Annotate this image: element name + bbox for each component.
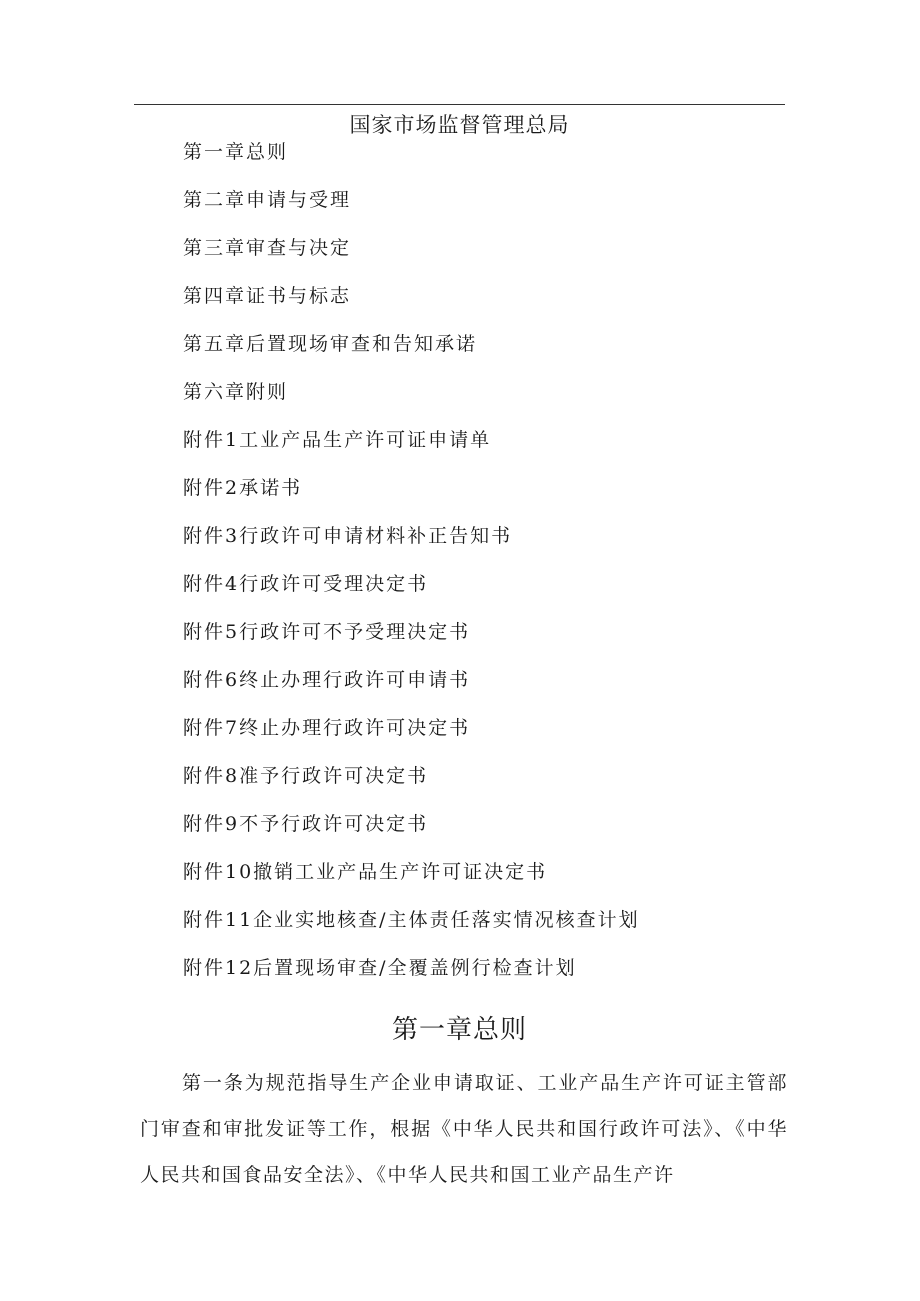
toc-item[interactable]: 第五章后置现场审查和告知承诺 <box>183 333 478 355</box>
toc-item[interactable]: 第四章证书与标志 <box>183 285 352 307</box>
chapter-heading: 第一章总则 <box>391 1015 527 1045</box>
toc-item[interactable]: 附件12后置现场审查/全覆盖例行检查计划 <box>183 957 577 979</box>
toc-item[interactable]: 第六章附则 <box>183 381 289 403</box>
header-rule <box>134 104 785 105</box>
toc-item[interactable]: 第一章总则 <box>183 141 289 163</box>
toc-item[interactable]: 附件4行政许可受理决定书 <box>183 573 429 595</box>
toc-item[interactable]: 附件8准予行政许可决定书 <box>183 765 429 787</box>
toc-item[interactable]: 附件2承诺书 <box>183 477 303 499</box>
toc-item[interactable]: 附件1工业产品生产许可证申请单 <box>183 429 492 451</box>
toc-item[interactable]: 第三章审查与决定 <box>183 237 352 259</box>
toc-item[interactable]: 附件10撤销工业产品生产许可证决定书 <box>183 861 548 883</box>
toc-item[interactable]: 附件7终止办理行政许可决定书 <box>183 717 471 739</box>
toc-item[interactable]: 附件11企业实地核查/主体责任落实情况核查计划 <box>183 909 640 931</box>
page-header-title: 国家市场监督管理总局 <box>349 113 570 137</box>
article-paragraph: 第一条为规范指导生产企业申请取证、工业产品生产许可证主管部门审查和审批发证等工作，根据《中华人民共和国行政许可法》、《中华人民共和国食品安全法》、《中华人民共和国工业产品生产许 <box>140 1072 788 1186</box>
table-of-contents <box>183 136 640 1000</box>
toc-item[interactable]: 第二章申请与受理 <box>183 189 352 211</box>
toc-item[interactable]: 附件3行政许可申请材料补正告知书 <box>183 525 513 547</box>
toc-item[interactable]: 附件9不予行政许可决定书 <box>183 813 429 835</box>
toc-item[interactable]: 附件6终止办理行政许可申请书 <box>183 669 471 691</box>
toc-item[interactable]: 附件5行政许可不予受理决定书 <box>183 621 471 643</box>
